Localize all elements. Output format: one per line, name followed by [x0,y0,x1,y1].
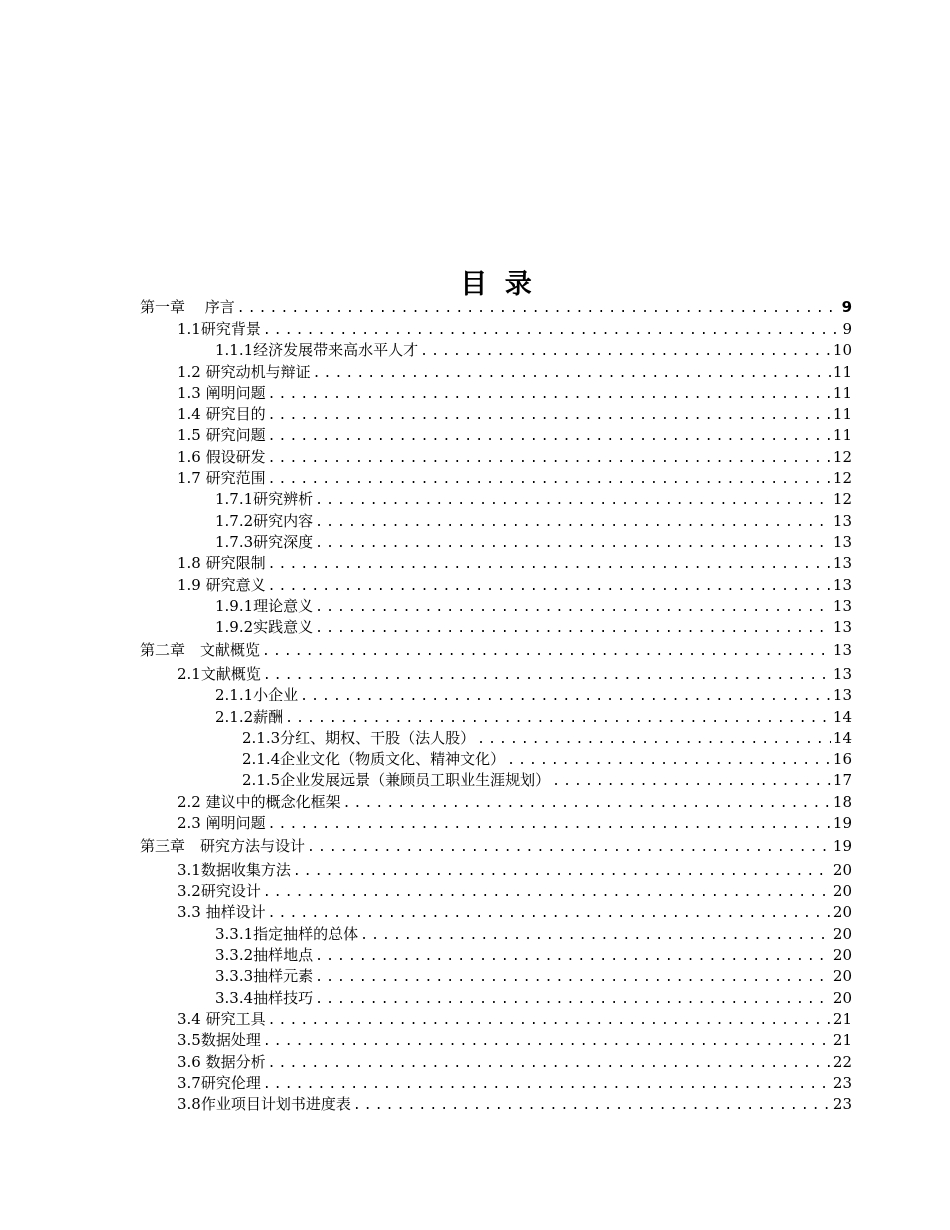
toc-entry-label: 第三章 研究方法与设计 [140,837,306,856]
dot-leader [315,989,831,1010]
toc-entry[interactable] [140,924,852,945]
toc-page-number: 20 [832,967,852,986]
toc-entry[interactable] [140,813,852,834]
dot-leader [307,835,831,861]
toc-entry[interactable] [140,383,852,404]
toc-entry[interactable] [140,707,852,728]
toc-entry-label: 1.9 研究意义 [177,575,266,594]
table-of-contents [140,296,852,1115]
toc-entry[interactable] [140,792,852,813]
toc-page-number: 13 [832,554,852,573]
dot-leader [268,903,831,924]
toc-entry[interactable] [140,1094,852,1115]
dot-leader [343,793,831,814]
toc-page-number: 23 [832,1095,852,1114]
dot-leader [268,384,831,405]
toc-entry[interactable] [140,532,852,553]
toc-page-number: 17 [832,771,852,790]
toc-entry-label: 2.1.5企业发展远景（兼顾员工职业生涯规划） [242,771,551,790]
toc-entry[interactable] [140,489,852,510]
toc-entry[interactable] [140,575,852,596]
toc-entry[interactable] [140,319,852,340]
dot-leader [315,512,831,533]
toc-entry[interactable] [140,881,852,902]
toc-entry-label: 1.3 阐明问题 [177,383,266,402]
toc-entry[interactable] [140,1073,852,1094]
toc-page-number: 20 [832,882,852,901]
toc-entry-label: 1.1.1经济发展带来高水平人才 [215,341,419,360]
toc-entry[interactable] [140,447,852,468]
toc-page-number: 20 [832,946,852,965]
dot-leader [300,686,831,707]
toc-page-number: 13 [832,532,852,551]
toc-page-number: 13 [832,618,852,637]
dot-leader [552,771,831,792]
toc-page-number: 20 [832,860,852,879]
toc-entry-label: 3.4 研究工具 [177,1009,266,1028]
dot-leader [268,405,831,426]
toc-entry-label: 1.8 研究限制 [177,554,266,573]
dot-leader [507,750,831,771]
toc-entry-label: 3.6 数据分析 [177,1052,266,1071]
toc-page-number: 12 [832,490,852,509]
toc-page-number: 13 [832,664,852,683]
toc-entry-label: 2.1.1小企业 [215,686,299,705]
toc-page-number: 19 [832,837,852,856]
toc-entry-label: 第二章 文献概览 [140,641,261,660]
dot-leader [420,341,831,362]
dot-leader [262,639,831,665]
toc-page-number: 13 [832,596,852,615]
toc-page-number: 11 [832,426,852,445]
toc-entry-label: 1.5 研究问题 [177,426,266,445]
toc-entry-label: 1.2 研究动机与辩证 [177,362,311,381]
dot-leader [268,448,831,469]
dot-leader [268,469,831,490]
toc-chapter-entry[interactable] [140,834,852,860]
toc-page-number: 16 [832,750,852,769]
toc-page-number: 21 [832,1009,852,1028]
toc-entry[interactable] [140,425,852,446]
toc-page-number: 13 [832,641,852,660]
dot-leader [315,533,831,554]
dot-leader [268,576,831,597]
toc-entry[interactable] [140,988,852,1009]
toc-entry-label: 3.8作业项目计划书进度表 [177,1095,351,1114]
toc-entry-label: 1.7.3研究深度 [215,532,314,551]
toc-entry-label: 3.5数据处理 [177,1031,261,1050]
toc-page-number: 22 [832,1052,852,1071]
toc-page-number: 23 [832,1073,852,1092]
toc-entry-label: 3.2研究设计 [177,882,261,901]
toc-entry[interactable] [140,617,852,638]
toc-entry-label: 2.1.4企业文化（物质文化、精神文化） [242,750,506,769]
dot-leader [360,925,831,946]
toc-page-number: 13 [832,686,852,705]
toc-entry[interactable] [140,749,852,770]
toc-page-number: 12 [832,447,852,466]
toc-entry[interactable] [140,340,852,361]
toc-entry-label: 第一章 序言 [140,298,235,316]
dot-leader [263,320,841,341]
toc-page-number: 12 [832,469,852,488]
toc-page-number: 14 [832,728,852,747]
dot-leader [268,1010,831,1031]
dot-leader [237,297,840,320]
toc-entry[interactable] [140,362,852,383]
dot-leader [263,882,831,903]
dot-leader [263,1031,831,1052]
dot-leader [315,597,831,618]
toc-entry[interactable] [140,468,852,489]
toc-entry-label: 3.7研究伦理 [177,1073,261,1092]
toc-entry[interactable] [140,902,852,923]
toc-entry[interactable] [140,553,852,574]
toc-entry-label: 3.1数据收集方法 [177,860,291,879]
toc-entry-label: 1.1研究背景 [177,320,261,338]
toc-page-number: 11 [832,405,852,424]
toc-page-number: 20 [832,988,852,1007]
toc-entry[interactable] [140,1052,852,1073]
dot-leader [285,708,831,729]
toc-page-number: 20 [832,903,852,922]
toc-entry-label: 1.9.1理论意义 [215,596,314,615]
toc-page-number: 11 [832,362,852,381]
toc-entry[interactable] [140,1009,852,1030]
toc-chapter-entry[interactable] [140,638,852,664]
toc-entry-label: 3.3.2抽样地点 [215,946,314,965]
dot-leader [268,1053,831,1074]
toc-entry[interactable] [140,596,852,617]
toc-entry-label: 1.7 研究范围 [177,469,266,488]
toc-page-number: 14 [832,707,852,726]
toc-page-number: 11 [832,383,852,402]
toc-page-number: 9 [841,298,852,316]
dot-leader [315,618,831,639]
toc-page-number: 21 [832,1031,852,1050]
dot-leader [268,814,831,835]
toc-entry[interactable] [140,404,852,425]
dot-leader [268,426,831,447]
dot-leader [315,946,831,967]
toc-entry-label: 1.6 假设研发 [177,447,266,466]
toc-page-number: 10 [832,341,852,360]
toc-entry-label: 3.3.3抽样元素 [215,967,314,986]
toc-page-number: 13 [832,575,852,594]
toc-entry-label: 2.3 阐明问题 [177,814,266,833]
toc-entry-label: 1.9.2实践意义 [215,618,314,637]
dot-leader [313,363,831,384]
toc-entry[interactable] [140,511,852,532]
toc-entry-label: 2.2 建议中的概念化框架 [177,792,341,811]
toc-entry[interactable] [140,770,852,791]
toc-entry[interactable] [140,945,852,966]
toc-entry-label: 2.1文献概览 [177,664,261,683]
toc-page-number: 18 [832,792,852,811]
toc-entry[interactable] [140,685,852,706]
dot-leader [315,490,831,511]
toc-title: 目 录 [460,269,536,300]
dot-leader [268,554,831,575]
toc-entry[interactable] [140,728,852,749]
toc-page-number: 20 [832,924,852,943]
dot-leader [477,729,831,750]
dot-leader [315,967,831,988]
toc-entry[interactable] [140,664,852,685]
dot-leader [263,1074,831,1095]
toc-entry-label: 1.7.2研究内容 [215,511,314,530]
toc-entry-label: 3.3.1指定抽样的总体 [215,924,359,943]
toc-entry-label: 3.3 抽样设计 [177,903,266,922]
toc-entry[interactable] [140,860,852,881]
dot-leader [293,861,831,882]
toc-entry-label: 2.1.2薪酬 [215,707,284,726]
toc-page-number: 13 [832,511,852,530]
toc-entry[interactable] [140,1030,852,1051]
toc-entry-label: 3.3.4抽样技巧 [215,988,314,1007]
toc-entry-label: 1.4 研究目的 [177,405,266,424]
toc-entry-label: 1.7.1研究辨析 [215,490,314,509]
toc-entry[interactable] [140,966,852,987]
toc-page-number: 9 [842,320,852,338]
dot-leader [353,1095,831,1116]
toc-chapter-entry[interactable] [140,296,852,319]
dot-leader [263,665,831,686]
toc-entry-label: 2.1.3分红、期权、干股（法人股） [242,728,476,747]
toc-page-number: 19 [832,814,852,833]
